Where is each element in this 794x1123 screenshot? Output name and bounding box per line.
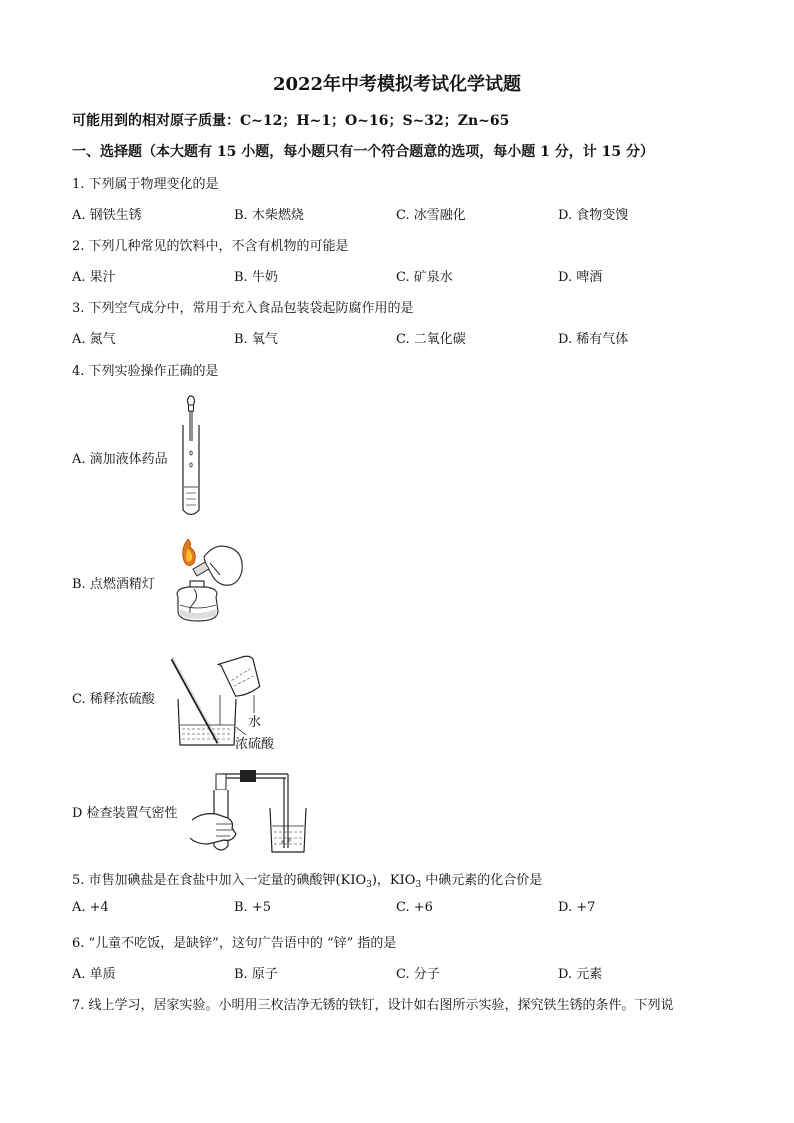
q5-stem-part-a: 5. 市售加碘盐是在食盐中加入一定量的碘酸钾(KIO xyxy=(72,873,367,888)
q1-option-a: A. 钢铁生锈 xyxy=(72,208,142,223)
q6-option-b: B. 原子 xyxy=(234,967,278,982)
atomic-mass-note: 可能用到的相对原子质量：C~12；H~1；O~16；S~32；Zn~65 xyxy=(72,113,510,129)
q5-stem-part-b: )，KIO xyxy=(371,873,416,888)
q1-option-b: B. 木柴燃烧 xyxy=(234,208,304,223)
q5-option-b: B. +5 xyxy=(234,900,271,915)
question-2-stem: 2. 下列几种常见的饮料中，不含有机物的可能是 xyxy=(72,239,349,254)
question-7-stem: 7. 线上学习，居家实验。小明用三枚洁净无锈的铁钉，设计如右图所示实验，探究铁生锈的条件。下列说 xyxy=(72,998,674,1013)
q2-option-b: B. 牛奶 xyxy=(234,270,278,285)
q5-subscript-2: 3 xyxy=(415,880,422,890)
q3-option-c: C. 二氧化碳 xyxy=(396,332,466,347)
label-water: 水 xyxy=(248,715,262,730)
q3-option-d: D. 稀有气体 xyxy=(558,332,629,347)
question-5-stem xyxy=(72,869,542,890)
q2-option-a: A. 果汁 xyxy=(72,270,116,285)
q4-option-d: D 检查装置气密性 xyxy=(72,806,178,821)
q3-option-a: A. 氮气 xyxy=(72,332,116,347)
q2-option-c: C. 矿泉水 xyxy=(396,270,453,285)
q3-option-b: B. 氧气 xyxy=(234,332,278,347)
q5-option-d: D. +7 xyxy=(558,900,596,915)
q5-subscript-1: 3 xyxy=(366,880,372,890)
q4-option-b: B. 点燃酒精灯 xyxy=(72,577,155,592)
q6-option-d: D. 元素 xyxy=(558,967,603,982)
page-title: 2022年中考模拟考试化学试题 xyxy=(272,74,522,95)
airtightness-check-figure xyxy=(188,764,313,856)
q4-option-c: C. 稀释浓硫酸 xyxy=(72,692,155,707)
alcohol-lamp-figure xyxy=(166,535,248,627)
q6-option-a: A. 单质 xyxy=(72,967,116,982)
label-conc-sulfuric-acid: 浓硫酸 xyxy=(235,737,275,752)
q1-option-c: C. 冰雪融化 xyxy=(396,208,466,223)
question-6-stem: 6. “儿童不吃饭，是缺锌”，这句广告语中的 “锌” 指的是 xyxy=(72,936,397,951)
q5-option-a: A. +4 xyxy=(72,900,109,915)
section-heading: 一、选择题（本大题有 15 小题，每小题只有一个符合题意的选项，每小题 1 分，计 15 分） xyxy=(72,144,654,160)
q6-option-c: C. 分子 xyxy=(396,967,440,982)
q4-option-a: A. 滴加液体药品 xyxy=(72,452,168,467)
q5-stem-part-c: 中碘元素的化合价是 xyxy=(421,873,543,888)
dropper-test-tube-figure xyxy=(176,395,206,520)
question-3-stem: 3. 下列空气成分中，常用于充入食品包装袋起防腐作用的是 xyxy=(72,301,414,316)
q2-option-d: D. 啤酒 xyxy=(558,270,603,285)
question-1-stem: 1. 下列属于物理变化的是 xyxy=(72,177,219,192)
q1-option-d: D. 食物变馊 xyxy=(558,208,629,223)
question-4-stem: 4. 下列实验操作正确的是 xyxy=(72,364,219,379)
q5-option-c: C. +6 xyxy=(396,900,433,915)
